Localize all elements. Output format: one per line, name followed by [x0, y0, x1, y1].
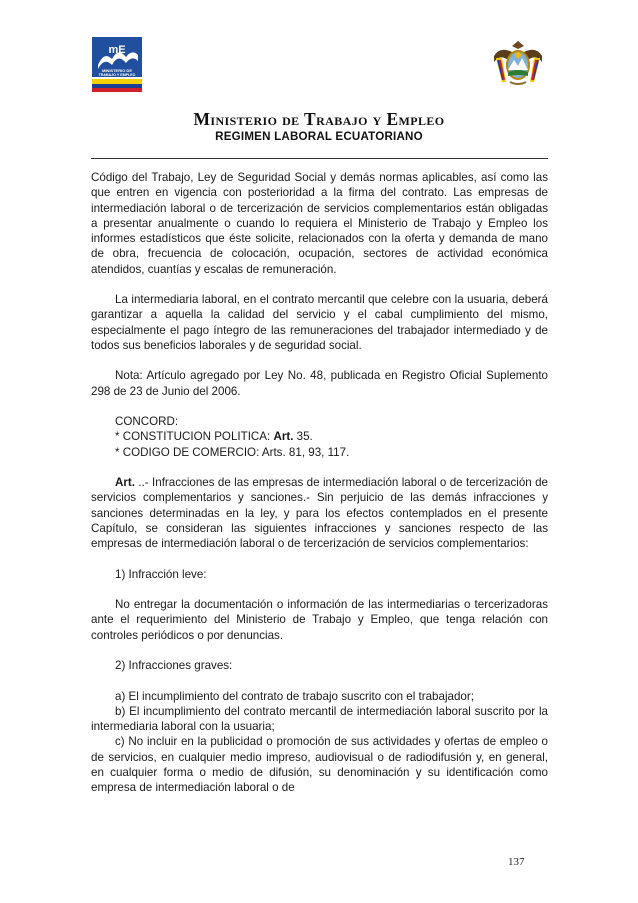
header-divider [91, 158, 548, 159]
page-number: 137 [508, 856, 525, 868]
grave-item-a: a) El incumplimiento del contrato de trabajo suscrito con el trabajador; [115, 689, 474, 703]
graves-title: 2) Infracciones graves: [115, 659, 233, 672]
svg-text:MINISTERIO DE: MINISTERIO DE [101, 68, 133, 73]
concord-item-1-art: Art. [273, 430, 294, 444]
paragraph-2: La intermediaria laboral, en el contrato mercantil que celebre con la usuaria, deberá garantizar a aquella la calidad del servicio y el cabal cumplimiento del mismo, especialmente el pago íntegro de las remuneraciones del trabajador intermediado y de todos sus beneficios laborales y de seguridad social. [91, 293, 548, 352]
concord-item-1-suffix: 35. [293, 430, 313, 444]
concord-title: CONCORD: [115, 415, 179, 428]
grave-item-b: b) El incumplimiento del contrato mercantil de intermediación laboral suscrito por la intermediaria laboral con la usuaria; [91, 704, 548, 733]
concord-item-1 [91, 429, 548, 444]
note-paragraph: Nota: Artículo agregado por Ley No. 48, publicada en Registro Oficial Suplemento 298 de 23 de Junio del 2006. [91, 369, 548, 398]
concord-item-2: * CODIGO DE COMERCIO: Arts. 81, 93, 117. [115, 445, 350, 459]
paragraph-1: Código del Trabajo, Ley de Seguridad Social y demás normas aplicables, así como las que entren en vigencia con posterioridad a la firma del contrato. Las empresas de intermediación laboral o de tercerización de servicios complementarios están obligadas a presentar anualmente o cuando lo requiera el Ministerio de Trabajo y Empleo los informes estadísticos que éste solicite, relacionados con la oferta y demanda de mano de obra, frecuencia de colocación, ocupación, sectores de actividad económica atendidos, cuantías y escalas de remuneración. [91, 171, 548, 276]
article-label: Art. [115, 476, 135, 489]
document-body [91, 170, 548, 795]
svg-text:mE: mE [108, 44, 126, 56]
concord-item-1-prefix: * CONSTITUCION POLITICA: [115, 430, 274, 444]
page-subtitle: REGIMEN LABORAL ECUATORIANO [215, 130, 423, 143]
coat-of-arms-icon [490, 38, 546, 90]
ministry-logo [92, 37, 142, 93]
article-text: ..- Infracciones de las empresas de intermediación laboral o de tercerización de servicios complementarios y sanciones.- Sin perjuicio de las demás infracciones y sanciones determinadas en la ley, y para los efectos contemplados en el presente Capítulo, se consideran las siguientes infracciones y sanciones respecto de las empresas de intermediación laboral o de tercerización de servicios complementarios: [91, 476, 548, 550]
leve-paragraph: No entregar la documentación o información de las intermediarias o tercerizadoras ante el requerimiento del Ministerio de Trabajo y Empleo, que tenga relación con controles periódicos o por denuncias. [91, 598, 548, 642]
page-title: Ministerio de Trabajo y Empleo [193, 109, 445, 129]
svg-text:TRABAJO Y EMPLEO: TRABAJO Y EMPLEO [98, 73, 136, 77]
grave-item-c: c) No incluir en la publicidad o promoción de sus actividades y ofertas de empleo o de servicios, en cualquier medio impreso, audiovisual o de radiodifusión y, en general, en cualquier forma o medio de difusión, su denominación y su identificación como empresa de intermediación laboral o de [91, 735, 548, 794]
leve-title: 1) Infracción leve: [115, 567, 207, 581]
article-paragraph [91, 475, 548, 551]
